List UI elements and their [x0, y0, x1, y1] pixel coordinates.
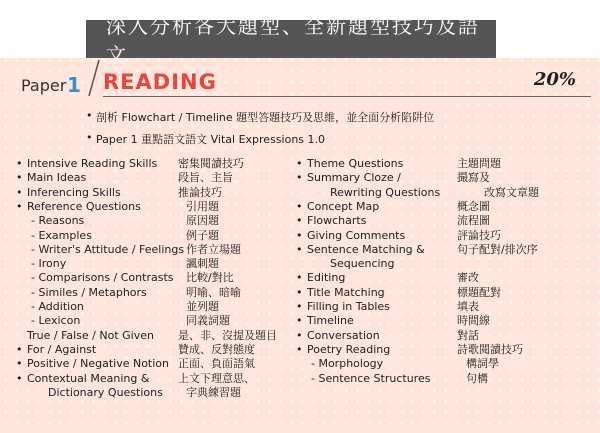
item-text: - Morphology: [311, 357, 384, 371]
bullet-icon: •: [16, 171, 23, 185]
bullet-icon: •: [86, 109, 93, 122]
item-text: - Similes / Metaphors: [31, 285, 147, 299]
bullet-icon: •: [16, 199, 23, 213]
paper-number: 1: [67, 73, 81, 97]
list-item: [296, 285, 385, 300]
list-item: [31, 285, 147, 300]
item-text: Contextual Meaning &: [27, 371, 150, 385]
list-item: [16, 342, 97, 357]
item-text: Poetry Reading: [307, 342, 391, 356]
item-text: - Irony: [31, 257, 67, 271]
item-translation: 流程圖: [457, 214, 490, 228]
list-item: [16, 185, 121, 200]
item-translation: 推論技巧: [178, 185, 222, 199]
list-item: [311, 356, 383, 371]
list-item: [31, 270, 174, 285]
item-translation: 字典練習題: [186, 385, 241, 399]
list-item: [296, 228, 406, 243]
list-item: [311, 371, 430, 386]
item-translation: 句子配對/排次序: [457, 242, 538, 256]
item-translation: 引用題: [186, 199, 219, 213]
bullet-icon: •: [86, 131, 93, 144]
bullet-icon: •: [16, 342, 23, 356]
bullet-icon: •: [16, 357, 23, 371]
list-item: [296, 170, 401, 185]
bullet-icon: •: [296, 342, 303, 356]
intro-point: [86, 131, 326, 147]
bullet-icon: •: [296, 328, 303, 342]
paper-header: [0, 58, 600, 98]
bullet-icon: •: [296, 314, 303, 328]
list-item: [16, 356, 169, 371]
section-title: READING: [103, 70, 217, 94]
item-text: Inferencing Skills: [27, 185, 121, 199]
list-item: [16, 156, 158, 171]
bullet-icon: •: [296, 271, 303, 285]
item-translation: 詩歌閱讀技巧: [457, 342, 523, 356]
bullet-icon: •: [16, 371, 23, 385]
item-text: Sentence Matching &: [307, 242, 425, 256]
list-item: [16, 199, 141, 214]
bullet-icon: •: [296, 171, 303, 185]
item-translation: 時間線: [457, 314, 490, 328]
item-text: - Examples: [31, 228, 92, 242]
header-rule: [103, 96, 591, 97]
item-translation: 填表: [457, 300, 479, 313]
item-translation: 明喻、暗喻: [186, 285, 241, 299]
list-item: [296, 242, 425, 257]
bullet-icon: •: [296, 157, 303, 170]
item-translation: 是、非、沒提及題目: [178, 328, 277, 342]
item-text: - Sentence Structures: [311, 371, 431, 385]
item-text: Conversation: [307, 328, 380, 342]
list-item: [330, 185, 440, 200]
item-text: Title Matching: [307, 285, 385, 299]
list-item: [16, 170, 87, 185]
bullet-icon: •: [296, 199, 303, 213]
item-text: - Writer's Attitude / Feelings: [31, 242, 185, 256]
list-item: [48, 385, 163, 400]
item-text: Flowcharts: [307, 214, 367, 228]
item-text: Positive / Negative Notion: [27, 357, 169, 371]
list-item: [296, 199, 380, 214]
item-translation: 密集閱讀技巧: [178, 157, 244, 170]
item-text: Editing: [307, 271, 346, 285]
item-translation: 並列題: [186, 300, 219, 313]
item-text: - Comparisons / Contrasts: [31, 271, 174, 285]
item-translation: 撮寫及: [457, 171, 490, 185]
bullet-icon: •: [296, 228, 303, 242]
item-translation: 諷刺題: [186, 257, 219, 271]
list-item: [31, 299, 84, 314]
list-item: [296, 156, 404, 171]
item-translation: 原因題: [186, 214, 219, 228]
item-text: - Lexicon: [31, 314, 81, 328]
item-text: Sequencing: [330, 257, 395, 271]
item-translation: 審改: [457, 271, 479, 285]
item-text: True / False / Not Given: [27, 328, 154, 342]
item-translation: 主題問題: [457, 157, 501, 170]
list-item: [27, 328, 154, 343]
list-item: [31, 213, 84, 228]
list-item: [296, 299, 390, 314]
item-translation: 上文下理意思、: [178, 371, 255, 385]
bullet-icon: •: [296, 285, 303, 299]
item-translation: 段旨、主旨: [178, 171, 233, 185]
list-item: [296, 342, 391, 357]
item-text: Summary Cloze /: [307, 171, 401, 185]
bullet-icon: •: [296, 242, 303, 256]
item-text: Dictionary Questions: [48, 385, 163, 399]
item-translation: 評論技巧: [457, 228, 501, 242]
intro-point: [86, 109, 435, 125]
bullet-icon: •: [16, 157, 23, 170]
weight-percentage: 20%: [533, 69, 576, 90]
item-translation: 同義詞題: [186, 314, 230, 328]
item-text: Reference Questions: [27, 199, 141, 213]
banner-title: 深入分析各大題型、全新題型技巧及語文: [106, 14, 480, 67]
item-text: - Reasons: [31, 214, 85, 228]
item-text: Giving Comments: [307, 228, 406, 242]
item-text: Main Ideas: [27, 171, 87, 185]
title-banner: [86, 14, 496, 67]
bullet-icon: •: [16, 185, 23, 199]
item-text: Theme Questions: [307, 157, 404, 170]
list-item: [296, 328, 380, 343]
list-item: [296, 213, 367, 228]
bullet-icon: •: [296, 300, 303, 313]
list-item: [31, 228, 92, 243]
list-item: [31, 256, 66, 271]
item-translation: 贊成、反對態度: [178, 342, 255, 356]
item-translation: 概念圖: [457, 199, 490, 213]
item-translation: 對話: [457, 328, 479, 342]
list-item: [31, 313, 80, 328]
list-item: [330, 256, 395, 271]
item-translation: 構詞學: [466, 357, 499, 371]
item-translation: 作者立場題: [186, 242, 241, 256]
item-translation: 正面、負面語氣: [178, 357, 255, 371]
list-item: [16, 371, 150, 386]
item-text: Concept Map: [307, 199, 380, 213]
item-translation: 標題配對: [457, 285, 501, 299]
item-translation: 例子題: [186, 228, 219, 242]
bullet-icon: •: [296, 214, 303, 228]
intro-text: Paper 1 重點語文語文 Vital Expressions 1.0: [96, 133, 326, 146]
item-text: Timeline: [307, 314, 354, 328]
list-item: [31, 242, 184, 257]
item-translation: 比較/對比: [186, 271, 234, 285]
item-translation: 改寫文章題: [484, 185, 539, 199]
item-translation: 句構: [466, 371, 488, 385]
intro-text: 剖析 Flowchart / Timeline 題型答題技巧及思維，並全面分析陷阱位: [96, 111, 435, 124]
list-item: [296, 270, 346, 285]
item-text: Filling in Tables: [307, 300, 390, 313]
item-text: - Addition: [31, 300, 84, 313]
item-text: Intensive Reading Skills: [27, 157, 158, 170]
list-item: [296, 313, 354, 328]
paper-label: Paper: [21, 76, 67, 95]
item-text: For / Against: [27, 342, 97, 356]
divider-slash-icon: [85, 58, 105, 98]
item-text: Rewriting Questions: [330, 185, 441, 199]
